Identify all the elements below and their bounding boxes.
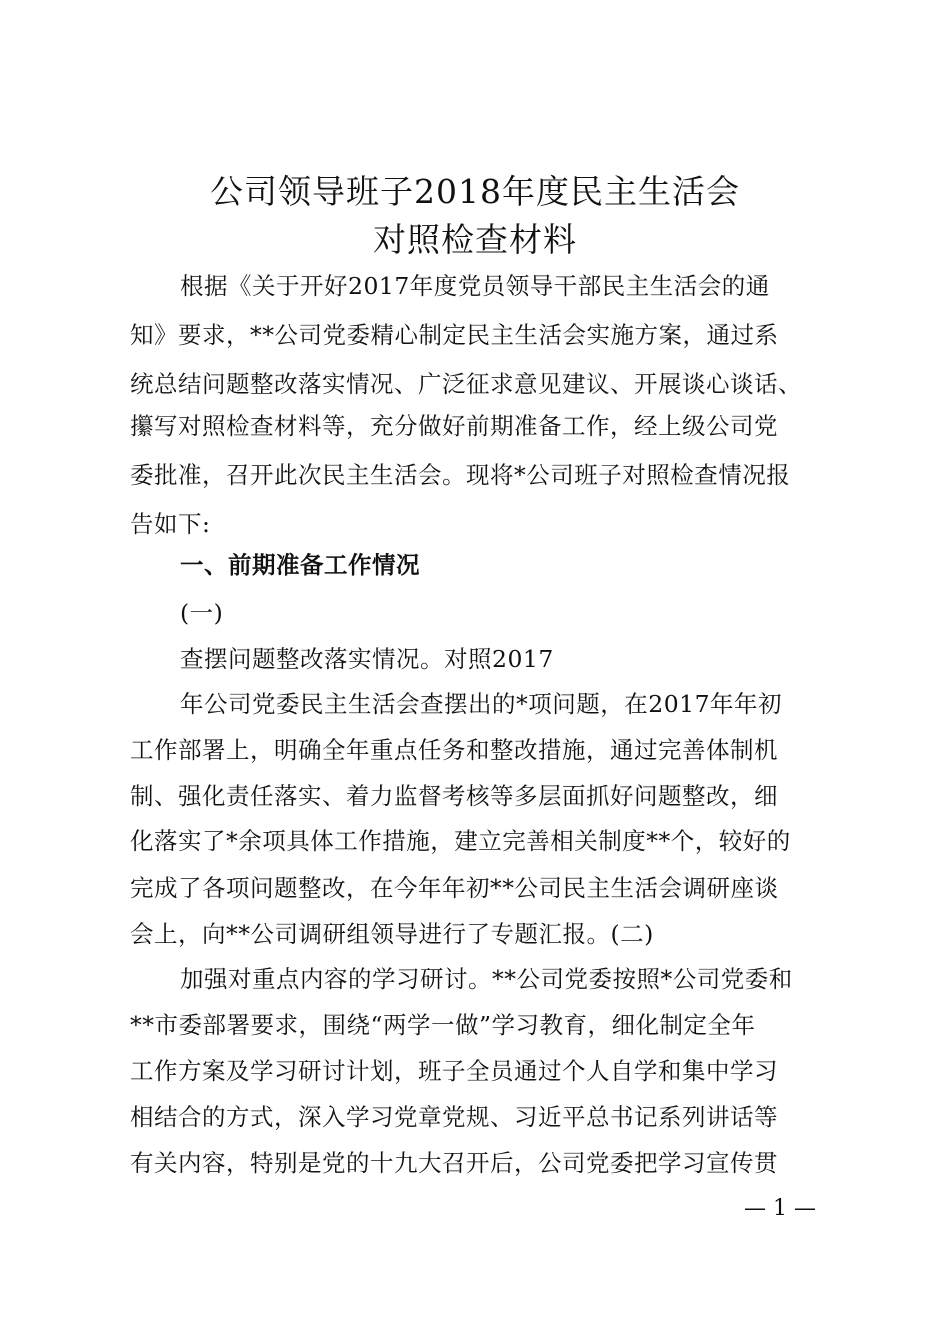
- intro-line: 告如下:: [130, 510, 211, 538]
- document-title-line-1: 公司领导班子2018年度民主生活会: [210, 172, 740, 211]
- subsection-label: (一): [180, 599, 224, 627]
- body-line: 有关内容，特别是党的十九大召开后，公司党委把学习宣传贯: [130, 1149, 778, 1177]
- body-line: 制、强化责任落实、着力监督考核等多层面抓好问题整改，细: [130, 782, 778, 810]
- body-line: 完成了各项问题整改，在今年年初**公司民主生活会调研座谈: [130, 874, 779, 902]
- intro-line: 统总结问题整改落实情况、广泛征求意见建议、开展谈心谈话、: [130, 370, 802, 398]
- body-line: 化落实了*余项具体工作措施，建立完善相关制度**个，较好的: [130, 827, 791, 855]
- intro-line: 根据《关于开好2017年度党员领导干部民主生活会的通: [180, 272, 770, 300]
- body-line: 加强对重点内容的学习研讨。**公司党委按照*公司党委和: [180, 965, 793, 993]
- body-line: 年公司党委民主生活会查摆出的*项问题，在2017年年初: [180, 690, 783, 718]
- section-heading: 一、前期准备工作情况: [180, 551, 420, 579]
- body-line: 工作方案及学习研讨计划，班子全员通过个人自学和集中学习: [130, 1057, 778, 1085]
- body-line: 工作部署上，明确全年重点任务和整改措施，通过完善体制机: [130, 736, 778, 764]
- body-line: **市委部署要求，围绕“两学一做”学习教育，细化制定全年: [130, 1011, 756, 1039]
- subsection-title: 查摆问题整改落实情况。对照2017: [180, 645, 554, 673]
- body-line: 相结合的方式，深入学习党章党规、习近平总书记系列讲话等: [130, 1103, 778, 1131]
- intro-line: 知》要求，**公司党委精心制定民主生活会实施方案，通过系: [130, 321, 779, 349]
- page-number: — 1 —: [744, 1196, 816, 1221]
- document-title-line-2: 对照检查材料: [373, 220, 577, 259]
- intro-line: 委批准，召开此次民主生活会。现将*公司班子对照检查情况报: [130, 461, 791, 489]
- body-line: 会上，向**公司调研组领导进行了专题汇报。(二): [130, 920, 654, 948]
- intro-line: 攥写对照检查材料等，充分做好前期准备工作，经上级公司党: [130, 412, 778, 440]
